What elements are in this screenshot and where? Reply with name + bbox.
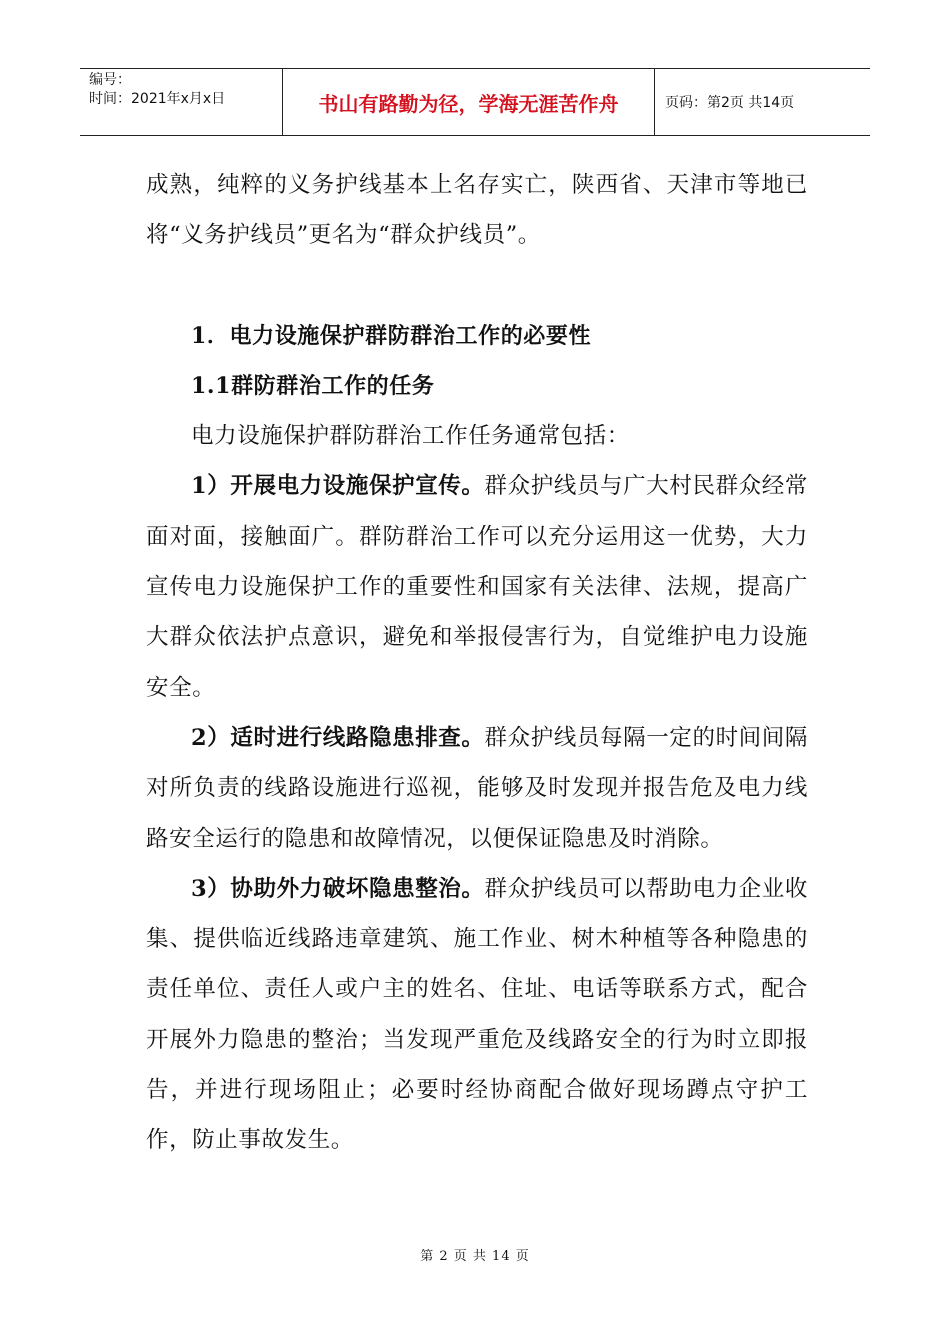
time-label: 时间：2021年x月x日 (89, 91, 226, 107)
intro-paragraph: 电力设施保护群防群治工作任务通常包括： (191, 423, 630, 450)
page-footer: 第 2 页 共 14 页 (420, 1249, 530, 1264)
list-item-1-text: 群众护线员与广大村民群众经常面对面，接触面广。群防群治工作可以充分运用这一优势，大力宣传电力设施保护工作的重要性和国家有关法律、法规，提高广大群众依法护点意识，避免和举报侵害行为，自觉维护电力设施安全。 (146, 473, 808, 701)
list-item-3-title: 3）协助外力破坏隐患整治。 (191, 875, 485, 902)
list-item-2-title: 2）适时进行线路隐患排查。 (191, 724, 485, 751)
section-heading: 1．电力设施保护群防群治工作的必要性 (191, 322, 592, 349)
list-item-3 (146, 864, 808, 1166)
blank-line (146, 261, 808, 311)
list-item-2-text: 群众护线员每隔一定的时间间隔对所负责的线路设施进行巡视，能够及时发现并报告危及电力线路安全运行的隐患和故障情况，以便保证隐患及时消除。 (146, 724, 808, 852)
subsection-heading: 1.1群防群治工作的任务 (191, 372, 435, 399)
list-item-1-title: 1）开展电力设施保护宣传。 (191, 473, 485, 500)
header-page-info: 页码：第2页 共14页 (665, 95, 795, 111)
paragraph-continued: 成熟，纯粹的义务护线基本上名存实亡，陕西省、天津市等地已将“义务护线员”更名为“群众护线员”。 (146, 172, 808, 249)
header-meta (80, 69, 283, 135)
list-item-1 (146, 461, 808, 712)
header-motto: 书山有路勤为径，学海无涯苦作舟 (283, 69, 655, 135)
code-label: 编号： (89, 72, 131, 88)
document-body (146, 160, 808, 1166)
list-item-2 (146, 713, 808, 864)
list-item-3-text: 群众护线员可以帮助电力企业收集、提供临近线路违章建筑、施工作业、树木种植等各种隐患的责任单位、责任人或户主的姓名、住址、电话等联系方式，配合开展外力隐患的整治；当发现严重危及线路安全的行为时立即报告，并进行现场阻止；必要时经协商配合做好现场蹲点守护工作，防止事故发生。 (146, 875, 808, 1154)
page-header (80, 68, 870, 136)
